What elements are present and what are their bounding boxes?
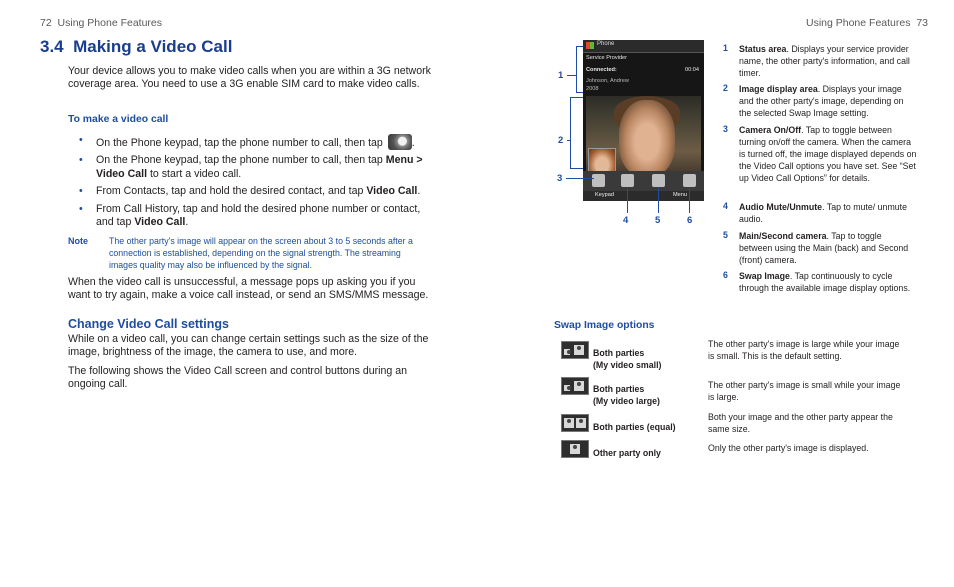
list-item — [68, 203, 433, 230]
control-name: Image display area — [739, 84, 818, 94]
control-number: 5 — [723, 230, 728, 240]
phone-title-bar — [583, 40, 704, 53]
callout-bracket — [576, 92, 583, 93]
other-party-image — [619, 100, 675, 176]
camera-toggle-button[interactable] — [592, 174, 605, 187]
callout-3: 3 — [557, 173, 563, 184]
callout-line — [566, 178, 594, 179]
list-item-text: From Call History, tap and hold the desired phone number or contact, and tap — [96, 202, 421, 229]
list-item — [739, 43, 917, 79]
control-desc: . Displays your service provider name, the other party's information, and call timer. — [739, 44, 910, 78]
swap-label-b: (My video small) — [593, 360, 662, 370]
swap-title: Swap Image options — [554, 320, 655, 331]
list-item — [739, 201, 917, 225]
control-name: Audio Mute/Unmute — [739, 202, 823, 212]
unsuccessful-paragraph: When the video call is unsuccessful, a message pops up asking you if you want to try again, make a voice call instead, or send an SMS/MMS message. — [68, 276, 429, 302]
section-title: Making a Video Call — [73, 37, 233, 56]
swap-other-icon — [561, 440, 589, 458]
control-name: Camera On/Off — [739, 125, 802, 135]
call-timer: 00:04 — [685, 67, 699, 73]
list-item-emphasis: Menu > Video Call — [96, 154, 423, 180]
callout-bracket — [576, 46, 583, 47]
callout-line — [689, 188, 690, 213]
swap-label-b: (My video large) — [593, 396, 660, 406]
menu-softkey[interactable]: Menu — [673, 192, 687, 198]
swap-desc: The other party's image is large while your image is small. This is the default setting. — [708, 339, 900, 361]
video-call-icon — [388, 134, 412, 150]
control-name: Main/Second camera — [739, 231, 827, 241]
list-item-text: . — [411, 137, 415, 149]
left-page-number: 72 — [40, 17, 52, 29]
swap-image-button[interactable] — [683, 174, 696, 187]
list-item — [739, 230, 917, 266]
list-item-text: On the Phone keypad, tap the phone number to call, then tap — [96, 137, 383, 149]
section-heading — [40, 37, 232, 57]
swap-small-icon — [561, 341, 589, 359]
control-desc: . Tap to toggle between turning on/off the camera. When the camera is turned off, the image displayed depends on the Video Call options you have set. See “Set up Video Call Options” for details. — [739, 125, 917, 183]
swap-label-a: Both parties — [593, 384, 645, 394]
phone-provider: Service Provider — [586, 55, 628, 61]
list-item — [739, 83, 917, 119]
note-text: The other party's image will appear on the screen about 3 to 5 seconds after a connection is established, depending on the signal strength. The streaming images quality may also be influenced by the signal. — [109, 236, 413, 271]
control-number: 3 — [723, 124, 728, 134]
video-call-screen — [583, 40, 704, 201]
left-header-title: Using Phone Features — [57, 17, 163, 29]
callout-bracket — [576, 46, 577, 92]
keypad-softkey[interactable]: Keypad — [595, 192, 614, 198]
right-page-number: 73 — [916, 17, 928, 29]
right-running-head — [806, 17, 928, 29]
control-number: 1 — [723, 43, 728, 53]
right-header-title: Using Phone Features — [805, 17, 911, 29]
callout-bracket — [570, 168, 583, 169]
list-item — [739, 124, 917, 184]
control-name: Swap Image — [739, 271, 790, 281]
settings-paragraph-1: While on a video call, you can change certain settings such as the size of the image, brightness of the image, the camera to use, and more. — [68, 333, 429, 359]
settings-heading: Change Video Call settings — [68, 317, 229, 331]
howto-list — [68, 134, 433, 233]
swap-label-a: Both parties — [593, 348, 645, 358]
control-desc: . Displays your image and the other party's image, depending on the selected Swap Image setting. — [739, 84, 904, 118]
section-number: 3.4 — [40, 37, 64, 56]
callout-bracket — [570, 97, 583, 98]
swap-equal-icon — [561, 414, 589, 432]
start-icon — [586, 42, 594, 49]
note-label: Note — [68, 236, 88, 246]
howto-title: To make a video call — [68, 114, 169, 125]
phone-status: Connected: — [586, 67, 617, 73]
list-item — [68, 185, 433, 198]
list-item-text: . — [185, 216, 189, 229]
control-number: 4 — [723, 201, 728, 211]
list-item — [68, 154, 433, 181]
switch-camera-button[interactable] — [652, 174, 665, 187]
phone-contact: Johnson, Andrew — [586, 78, 629, 84]
callout-bracket — [570, 97, 571, 168]
list-item-emphasis: Video Call — [134, 216, 186, 229]
callout-line — [627, 188, 628, 213]
callout-4: 4 — [623, 215, 629, 226]
swap-label-a: Other party only — [593, 448, 661, 458]
bullet-icon: • — [79, 202, 83, 215]
list-item — [739, 270, 917, 294]
list-item-text: On the Phone keypad, tap the phone number to call, then tap — [96, 154, 383, 167]
swap-label — [593, 421, 676, 433]
swap-label-a: Both parties (equal) — [593, 422, 676, 432]
control-desc: . Tap to mute/ unmute audio. — [739, 202, 908, 224]
swap-label — [593, 447, 661, 459]
control-number: 6 — [723, 270, 728, 280]
bullet-icon: • — [79, 154, 83, 167]
control-desc: . Tap to toggle between using the Main (back) and Second (front) camera. — [739, 231, 909, 265]
list-item-text: From Contacts, tap and hold the desired contact, and tap — [96, 185, 364, 198]
softkey-bar — [583, 191, 704, 201]
left-running-head — [40, 17, 162, 29]
phone-app-title: Phone — [597, 41, 615, 47]
list-item-emphasis: Video Call — [366, 185, 418, 198]
swap-desc: The other party's image is small while your image is large. — [708, 380, 901, 402]
bullet-icon: • — [79, 134, 83, 146]
control-number: 2 — [723, 83, 728, 93]
callout-line — [658, 188, 659, 213]
swap-label — [593, 347, 661, 371]
list-item-text: . — [417, 185, 421, 198]
mute-button[interactable] — [621, 174, 634, 187]
control-desc: . Tap continuously to cycle through the available image display options. — [739, 271, 911, 293]
swap-desc: Only the other party's image is displayed. — [708, 443, 869, 453]
callout-5: 5 — [655, 215, 661, 226]
swap-label — [593, 383, 660, 407]
list-item — [68, 134, 433, 150]
swap-large-icon — [561, 377, 589, 395]
callout-2: 2 — [558, 135, 564, 146]
bullet-icon: • — [79, 185, 83, 198]
callout-6: 6 — [687, 215, 693, 226]
list-item-text: to start a video call. — [149, 167, 242, 180]
phone-number: 2008 — [586, 86, 599, 92]
intro-paragraph: Your device allows you to make video calls when you are within a 3G network coverage area. You need to use a 3G enable SIM card to make video calls. — [68, 65, 431, 91]
callout-1: 1 — [558, 70, 564, 81]
settings-paragraph-2: The following shows the Video Call screen and control buttons during an ongoing call. — [68, 365, 408, 391]
swap-desc: Both your image and the other party appear the same size. — [708, 412, 893, 434]
control-name: Status area — [739, 44, 787, 54]
